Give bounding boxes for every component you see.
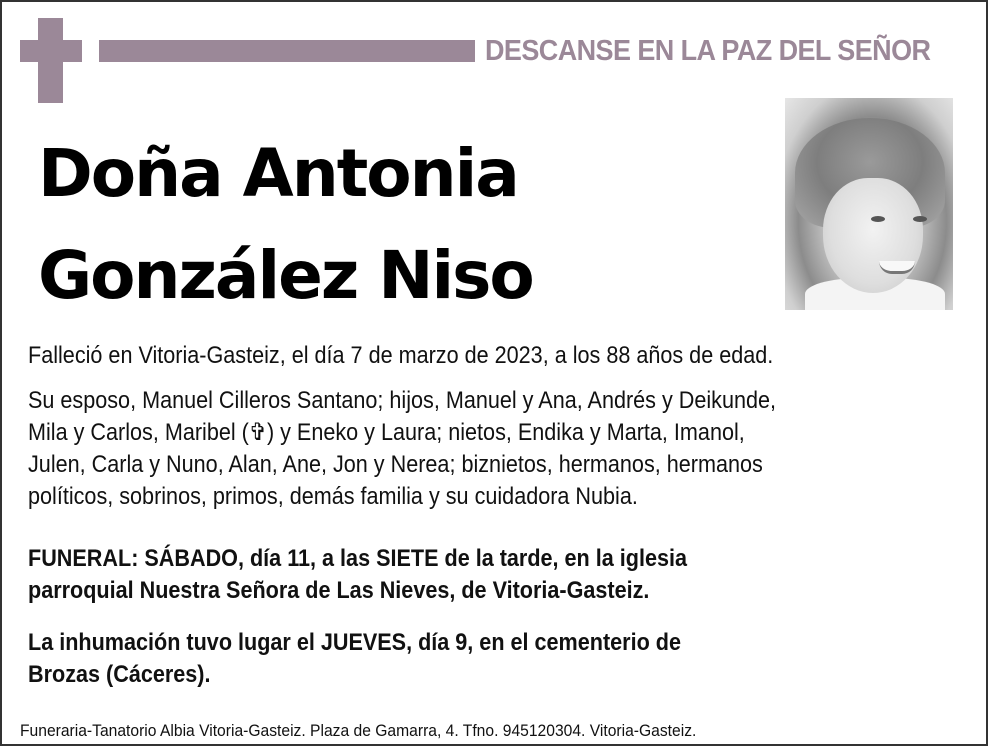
header-divider-bar	[99, 40, 475, 62]
burial-line: Brozas (Cáceres).	[28, 661, 211, 688]
funeral-paragraph	[28, 543, 968, 607]
funeral-home-footer: Funeraria-Tanatorio Albia Vitoria-Gasteiz. Plaza de Gamarra, 4. Tfno. 945120304. Vitoria-Gasteiz.	[20, 721, 697, 740]
family-line: políticos, sobrinos, primos, demás familia y su cuidadora Nubia.	[28, 483, 638, 510]
death-notice	[28, 340, 968, 372]
burial-paragraph	[28, 627, 968, 691]
photo-eye	[871, 216, 885, 222]
deceased-name-line2: González Niso	[38, 237, 533, 314]
burial-line: La inhumación tuvo lugar el JUEVES, día 9, en el cementerio de	[28, 629, 681, 656]
photo-eye	[913, 216, 927, 222]
death-notice-text: Falleció en Vitoria-Gasteiz, el día 7 de marzo de 2023, a los 88 años de edad.	[28, 342, 774, 369]
header-tagline: DESCANSE EN LA PAZ DEL SEÑOR	[485, 35, 931, 67]
funeral-line: FUNERAL: SÁBADO, día 11, a las SIETE de la tarde, en la iglesia	[28, 545, 688, 572]
family-paragraph	[28, 385, 968, 513]
family-line: Julen, Carla y Nuno, Alan, Ane, Jon y Nerea; biznietos, hermanos, hermanos	[28, 451, 763, 478]
photo-face	[823, 178, 923, 293]
family-line: Mila y Carlos, Maribel (✞) y Eneko y Laura; nietos, Endika y Marta, Imanol,	[28, 419, 745, 446]
funeral-line: parroquial Nuestra Señora de Las Nieves, de Vitoria-Gasteiz.	[28, 577, 650, 604]
portrait-photo	[785, 98, 953, 310]
family-line: Su esposo, Manuel Cilleros Santano; hijos, Manuel y Ana, Andrés y Deikunde,	[28, 387, 777, 414]
deceased-name-line1: Doña Antonia	[38, 135, 518, 212]
latin-cross-icon-arm	[20, 40, 82, 62]
